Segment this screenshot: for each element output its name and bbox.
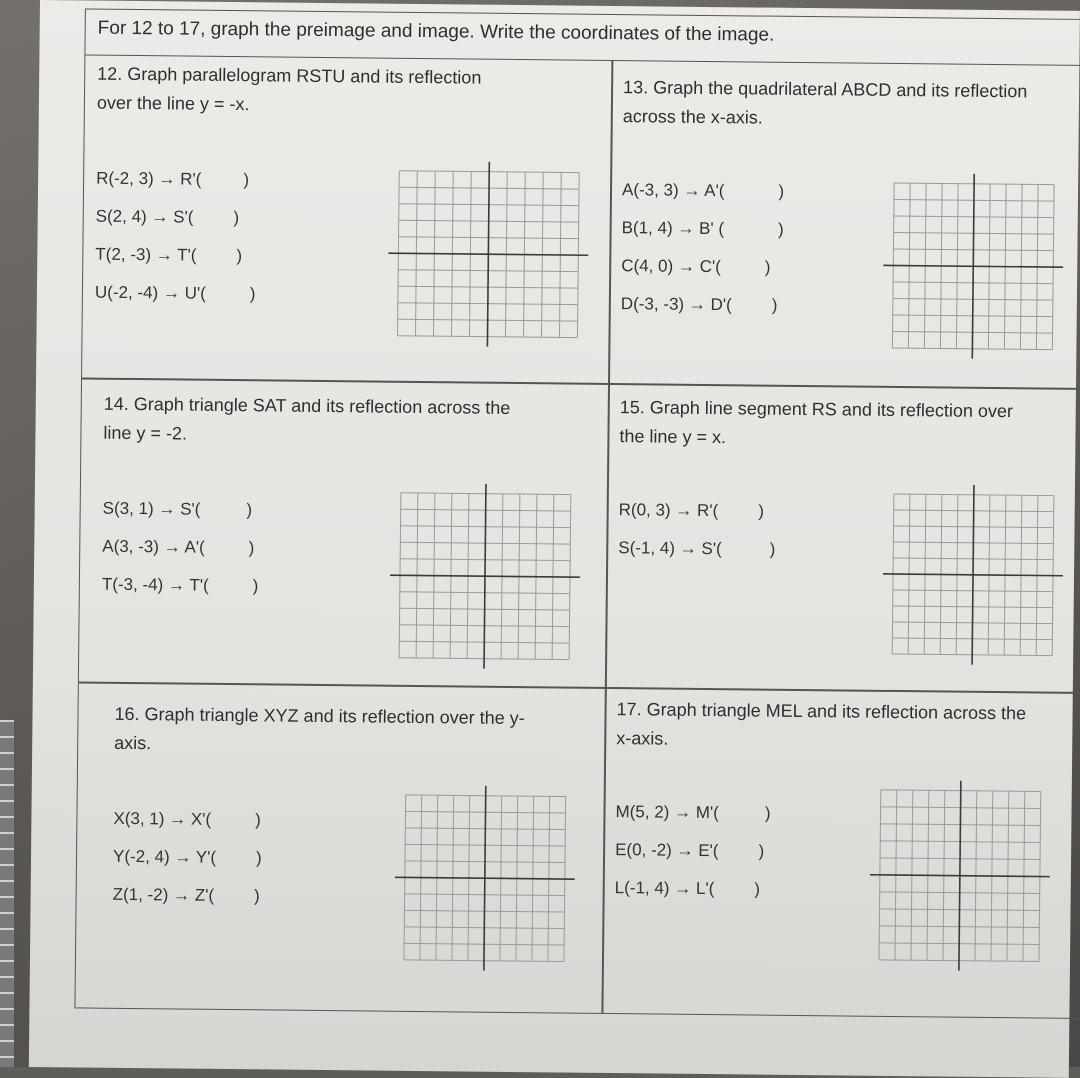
problem-15-pair: R(0, 3) → R'( )	[618, 500, 765, 521]
problem-16-pair: X(3, 1) → X'( )	[113, 808, 261, 830]
problem-15-pair: S(-1, 4) → S'( )	[618, 538, 776, 559]
problem-12-prompt-line2: over the line y = -x.	[96, 92, 250, 115]
column-divider	[601, 61, 612, 1013]
problem-14-prompt-line2: line y = -2.	[103, 422, 188, 444]
problem-14-coordinate-grid[interactable]	[389, 483, 581, 670]
problem-13-pair: C(4, 0) → C'( )	[621, 256, 771, 277]
binder-edge	[0, 720, 14, 1067]
problem-16-pair: Y(-2, 4) → Y'( )	[112, 846, 262, 868]
problem-14-pair: T(-3, -4) → T'( )	[101, 574, 259, 596]
problem-13-prompt-line2: across the x-axis.	[622, 106, 763, 128]
y-axis	[484, 786, 486, 971]
worksheet-paper	[29, 0, 1080, 1078]
problem-17-prompt-line2: x-axis.	[616, 728, 669, 749]
problem-17-pair: L(-1, 4) → L'( )	[614, 878, 761, 899]
y-axis	[484, 484, 486, 669]
problem-12-pair: U(-2, -4) → U'( )	[94, 282, 256, 304]
problem-12-coordinate-grid[interactable]	[387, 161, 589, 348]
problem-12-pair: T(2, -3) → T'( )	[95, 244, 243, 266]
problem-12-pair: R(-2, 3) → R'( )	[96, 168, 250, 190]
problem-15-prompt-line2: the line y = x.	[619, 426, 727, 448]
problem-17-pair: M(5, 2) → M'( )	[615, 802, 771, 823]
y-axis	[972, 174, 974, 359]
problem-14-pair: S(3, 1) → S'( )	[102, 498, 253, 520]
problem-15-prompt-line1: 15. Graph line segment RS and its reflection over	[619, 397, 1014, 422]
problem-13-prompt-line1: 13. Graph the quadrilateral ABCD and its reflection	[623, 77, 1028, 102]
row-divider-1	[82, 377, 1080, 389]
problem-12-pair: S(2, 4) → S'( )	[95, 206, 240, 228]
problem-16-pair: Z(1, -2) → Z'( )	[112, 884, 260, 906]
worksheet-title: For 12 to 17, graph the preimage and image. Write the coordinates of the image.	[85, 9, 1080, 66]
worksheet-table	[74, 8, 1080, 1019]
y-axis	[487, 162, 489, 347]
problem-16-prompt-line1: 16. Graph triangle XYZ and its reflection over the y-	[114, 703, 525, 729]
problem-16-prompt-line2: axis.	[114, 732, 152, 754]
y-axis	[959, 781, 961, 971]
problem-14-pair: A(3, -3) → A'( )	[102, 536, 255, 558]
problem-13-pair: B(1, 4) → B' ( )	[621, 218, 784, 239]
problem-17-prompt-line1: 17. Graph triangle MEL and its reflection across the	[616, 699, 1027, 724]
problem-13-pair: A(-3, 3) → A'( )	[621, 180, 785, 201]
problem-17-pair: E(0, -2) → E'( )	[615, 840, 765, 861]
problem-17-coordinate-grid[interactable]	[869, 780, 1051, 972]
problem-13-pair: D(-3, -3) → D'( )	[620, 294, 778, 315]
row-divider-2	[79, 681, 1080, 693]
problem-13-coordinate-grid[interactable]	[882, 173, 1064, 360]
y-axis	[972, 485, 974, 665]
problem-16-coordinate-grid[interactable]	[394, 785, 576, 972]
problem-12-prompt-line1: 12. Graph parallelogram RSTU and its reflection	[97, 63, 482, 88]
problem-14-prompt-line1: 14. Graph triangle SAT and its reflection across the	[103, 393, 511, 418]
problem-15-coordinate-grid[interactable]	[882, 484, 1064, 666]
